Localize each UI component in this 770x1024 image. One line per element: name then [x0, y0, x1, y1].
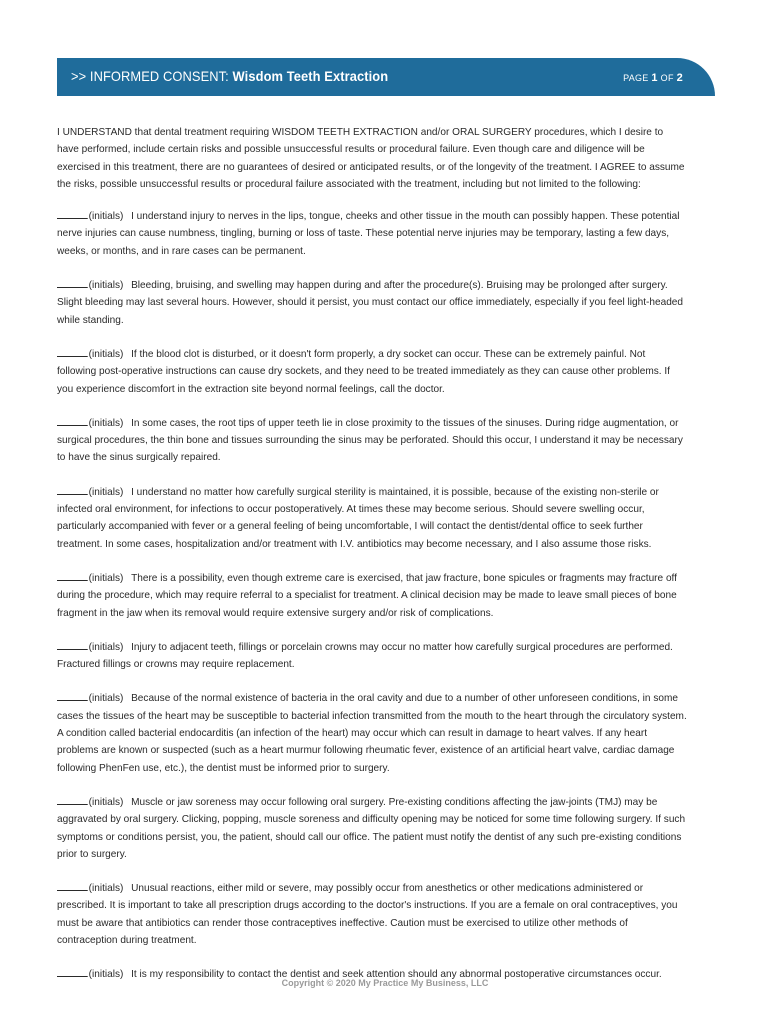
consent-item-text: Because of the normal existence of bacteria in the oral cavity and due to a number of other unforeseen conditions, in some cases the tissues of the heart may be susceptible to bacterial infection transmitted from the mouth to the heart through the circulatory system. A condition called bacterial endocarditis (an infection of the heart) may occur which can result in damage to heart valves. If any heart problems are known or suspected (such as a heart murmur following rheumatic fever, existence of an artificial heart valve, cardiac damage following PhenFen use, etc.), the dentist must be informed prior to surgery. [57, 692, 687, 774]
page-indicator [623, 72, 683, 84]
initials-blank[interactable] [57, 345, 88, 357]
initials-label: (initials) [88, 968, 124, 981]
header-bar [57, 58, 715, 96]
consent-item-text: I understand no matter how carefully surgical sterility is maintained, it is possible, because of the existing non-sterile or infected oral environment, for infections to occur postoperatively. At times these may become serious. Should severe swelling occur, particularly accompanied with fever or a general feeling of being uncomfortable, I will contact the dentist/dental office to seek further treatment. In some cases, hospitalization and/or treatment with I.V. antibiotics may become necessary, and I also assume those risks. [57, 485, 659, 550]
consent-item-text: Muscle or jaw soreness may occur following oral surgery. Pre-existing conditions affecting the jaw-joints (TMJ) may be aggravated by oral surgery. Clicking, popping, muscle soreness and difficulty opening may be noticed for some time following surgery. If such symptoms or conditions persist, you, the patient, should call our office. The patient must notify the dentist of any such pre-existing conditions prior to surgery. [57, 795, 686, 860]
consent-item [57, 414, 687, 467]
initials-blank[interactable] [57, 569, 88, 581]
initials-blank[interactable] [57, 689, 88, 701]
consent-item [57, 793, 687, 863]
consent-body [57, 124, 687, 1000]
page-label: PAGE [623, 73, 649, 83]
initials-label: (initials) [88, 571, 124, 584]
consent-item [57, 207, 687, 260]
initials-label: (initials) [88, 882, 124, 895]
initials-label: (initials) [88, 485, 124, 498]
initials-label: (initials) [88, 210, 124, 223]
consent-item-text: I understand injury to nerves in the lips, tongue, cheeks and other tissue in the mouth can possibly happen. These potential nerve injuries can cause numbness, tingling, burning or loss of taste. These potential nerve injuries may be temporary, lasting a few days, weeks, or months, and in rare cases can be permanent. [57, 210, 680, 257]
initials-blank[interactable] [57, 483, 88, 495]
consent-item-text: There is a possibility, even though extreme care is exercised, that jaw fracture, bone spicules or fragments may fracture off during the procedure, which may require referral to a specialist for treatment. A clinical decision may be made to leave small pieces of bone fragment in the jaw when its removal would require extensive surgery and/or risk of complications. [57, 571, 677, 619]
consent-item-text: If the blood clot is disturbed, or it doesn't form properly, a dry socket can occur. These can be extremely painful. Not following post-operative instructions can cause dry sockets, and they need to be treated immediately as they can cause other problems. If you experience discomfort in the extraction site beyond normal feelings, call the doctor. [57, 347, 670, 395]
initials-label: (initials) [88, 640, 124, 653]
initials-blank[interactable] [57, 638, 88, 650]
initials-blank[interactable] [57, 879, 88, 891]
consent-item [57, 638, 687, 674]
consent-item [57, 276, 687, 329]
consent-item [57, 689, 687, 776]
initials-blank[interactable] [57, 207, 88, 219]
initials-blank[interactable] [57, 414, 88, 426]
initials-blank[interactable] [57, 276, 88, 288]
page-of: OF [660, 73, 674, 83]
page-current: 1 [651, 72, 658, 84]
page-total: 2 [676, 72, 683, 84]
consent-item-text: Unusual reactions, either mild or severe, may possibly occur from anesthetics or other medications administered or prescribed. It is important to take all prescription drugs according to the doctor's instructions. If you are a female on oral contraceptives, you must be aware that antibiotics can render those contraceptives ineffective. Caution must be exercised to utilize other methods of contraception during treatment. [57, 882, 678, 946]
consent-item-text: Bleeding, bruising, and swelling may happen during and after the procedure(s). Bruising may be prolonged after surgery. Slight bleeding may last several hours. However, should it persist, you must contact our office immediately, especially if you feel light-headed while standing. [57, 279, 684, 326]
consent-item-text: Injury to adjacent teeth, fillings or porcelain crowns may occur no matter how carefully surgical procedures are performed. Fractured fillings or crowns may require replacement. [57, 640, 673, 671]
intro-paragraph: I UNDERSTAND that dental treatment requiring WISDOM TEETH EXTRACTION and/or ORAL SURGERY procedures, which I desire to have performed, include certain risks and possible unsuccessful results or procedural failure. Even though care and diligence will be exercised in this treatment, there are no guarantees of desired or anticipated results, or of the longevity of the treatment. I AGREE to assume the risks, possible unsuccessful results or procedural failure associated with the treatment, including but not limited to the following: [57, 126, 685, 190]
consent-item [57, 879, 687, 949]
initials-blank[interactable] [57, 965, 88, 977]
initials-label: (initials) [88, 692, 124, 705]
consent-item [57, 569, 687, 622]
consent-item-text: In some cases, the root tips of upper teeth lie in close proximity to the tissues of the sinuses. During ridge augmentation, or surgical procedures, the thin bone and tissues surrounding the sinus may be perforated. Should this occur, I understand it may be necessary to have the sinus surgically repaired. [57, 416, 683, 464]
title-text: Wisdom Teeth Extraction [232, 68, 389, 84]
initials-label: (initials) [88, 416, 124, 429]
title-prefix: >> INFORMED CONSENT: [71, 68, 229, 84]
copyright-footer: Copyright © 2020 My Practice My Business, LLC [281, 978, 489, 988]
consent-item [57, 345, 687, 398]
initials-label: (initials) [88, 279, 124, 292]
initials-label: (initials) [88, 347, 124, 360]
consent-item-text: It is my responsibility to contact the dentist and seek attention should any abnormal postoperative circumstances occur. [131, 968, 662, 981]
consent-item [57, 483, 687, 553]
initials-blank[interactable] [57, 793, 88, 805]
initials-label: (initials) [88, 795, 124, 808]
document-title [71, 68, 388, 84]
